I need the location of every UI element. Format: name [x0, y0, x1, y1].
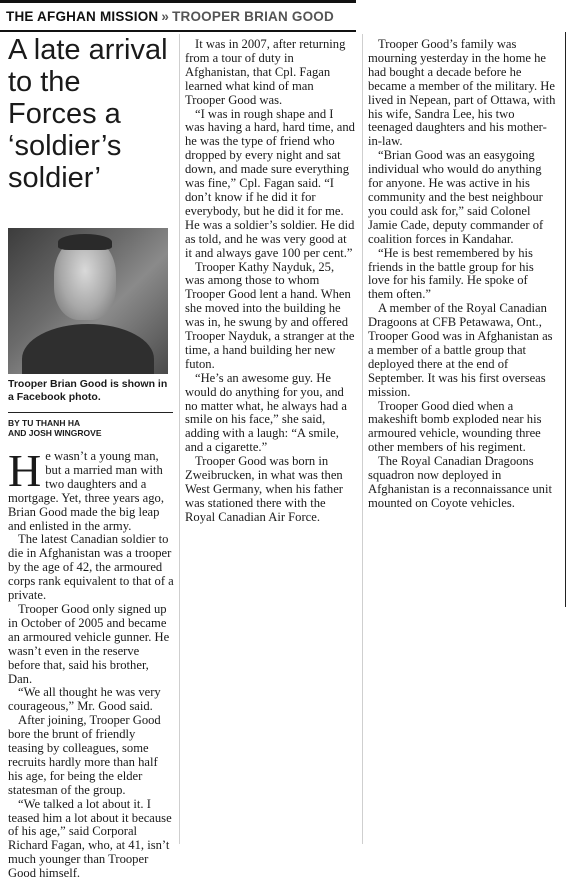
byline-line-2: AND JOSH WINGROVE	[8, 428, 102, 438]
article-paragraph: Trooper Kathy Nayduk, 25, was among those to whom Trooper Good lent a hand. When she moved into the building he was in, he swung by and offered Trooper Nayduk, a stranger at the time, a hand building her new futon.	[185, 259, 355, 371]
article-paragraph: Trooper Good died when a makeshift bomb exploded near his armoured vehicle, wounding three other members of his regiment.	[368, 398, 542, 455]
article-paragraph: A member of the Royal Canadian Dragoons at CFB Petawawa, Ont., Trooper Good was in Afghanistan as a member of a battle group that deployed there at the end of September. It was his first overseas mission.	[368, 301, 553, 399]
article-paragraph: The latest Canadian soldier to die in Afghanistan was a trooper by the age of 42, the armoured corps rank equivalent to that of a private.	[8, 532, 174, 603]
photo-face	[54, 238, 116, 320]
portrait-photo	[8, 228, 168, 374]
article-paragraph: “He is best remembered by his friends in the battle group for his love for his family. He spoke of them often.”	[368, 245, 534, 302]
column-divider	[179, 34, 180, 844]
article-paragraph: “Brian Good was an easygoing individual who would do anything for anyone. He was active in his community and the best neighbour you could ask for,” said Colonel Jamie Cade, deputy commander of coalition forces in Kandahar.	[368, 148, 544, 246]
article-paragraph: The Royal Canadian Dragoons squadron now deployed in Afghanistan is a reconnaissance unit mounted on Coyote vehicles.	[368, 454, 552, 510]
article-paragraph: “We talked a lot about it. I teased him a lot about it because of his age,” said Corporal Richard Fagan, who, at 41, isn’t much younger than Trooper Good himself.	[8, 796, 172, 881]
kicker-section: THE AFGHAN MISSION	[6, 9, 159, 24]
kicker-subject: TROOPER BRIAN GOOD	[172, 9, 334, 24]
photo-hair	[58, 234, 112, 250]
photo-caption: Trooper Brian Good is shown in a Facebook photo.	[8, 378, 168, 403]
article-paragraph: “I was in rough shape and I was having a hard, hard time, and he was the type of friend who dropped by every night and sat down, and made sure everything was fine,” Cpl. Fagan said. “I don’t know if he did it for everybody, but he did it for me. He was a soldier’s soldier. He did as told, and he was very good at it and always gave 100 per cent.”	[185, 106, 355, 260]
article-paragraph: Trooper Good only signed up in October of 2005 and became an armoured vehicle gunner. He wasn’t even in the reserve before that, said his brother, Dan.	[8, 601, 170, 686]
headline: A late arrival to the Forces a ‘soldier’s soldier’	[8, 34, 168, 194]
article-column-1	[8, 445, 174, 881]
article-column-3	[368, 38, 556, 511]
column-divider	[362, 34, 363, 844]
article-paragraph: It was in 2007, after returning from a tour of duty in Afghanistan, that Cpl. Fagan learned what kind of man Trooper Good was.	[185, 37, 346, 107]
byline-line-1: BY TU THANH HA	[8, 418, 81, 428]
article-paragraph: Trooper Good’s family was mourning yesterday in the home he had bought a decade before he became a member of the military. He lived in Nepean, part of Ottawa, with his wife, Sandra Lee, his two teenaged daughters and his mother-in-law.	[368, 37, 556, 149]
article-paragraph: “He’s an awesome guy. He would do anything for you, and no matter what, he always had a smile on his face,” she said, adding with a laugh: “A smile, and a cigarette.”	[185, 370, 347, 455]
page-edge-rule	[565, 32, 566, 607]
article-paragraph: After joining, Trooper Good bore the brunt of friendly teasing by colleagues, some recruits hardly more than half his age, for being the elder statesman of the group.	[8, 713, 161, 797]
article-column-2	[185, 38, 355, 525]
kicker	[6, 9, 334, 24]
article-paragraph	[8, 445, 174, 533]
drop-cap: H	[8, 445, 42, 496]
photo-shoulders	[22, 324, 154, 374]
section-header	[0, 0, 356, 32]
header-top-rule	[0, 0, 356, 3]
kicker-separator: »	[161, 9, 170, 24]
article-paragraph: “We all thought he was very courageous,” Mr. Good said.	[8, 685, 161, 714]
article-paragraph: Trooper Good was born in Zweibrucken, in what was then West Germany, when his father was stationed there with the Royal Canadian Air Force.	[185, 454, 343, 524]
lead-text: e wasn’t a young man, but a married man with two daughters and a mortgage. Yet, three years ago, Brian Good made the big leap and enlisted in the army.	[8, 449, 164, 533]
byline	[8, 412, 173, 438]
